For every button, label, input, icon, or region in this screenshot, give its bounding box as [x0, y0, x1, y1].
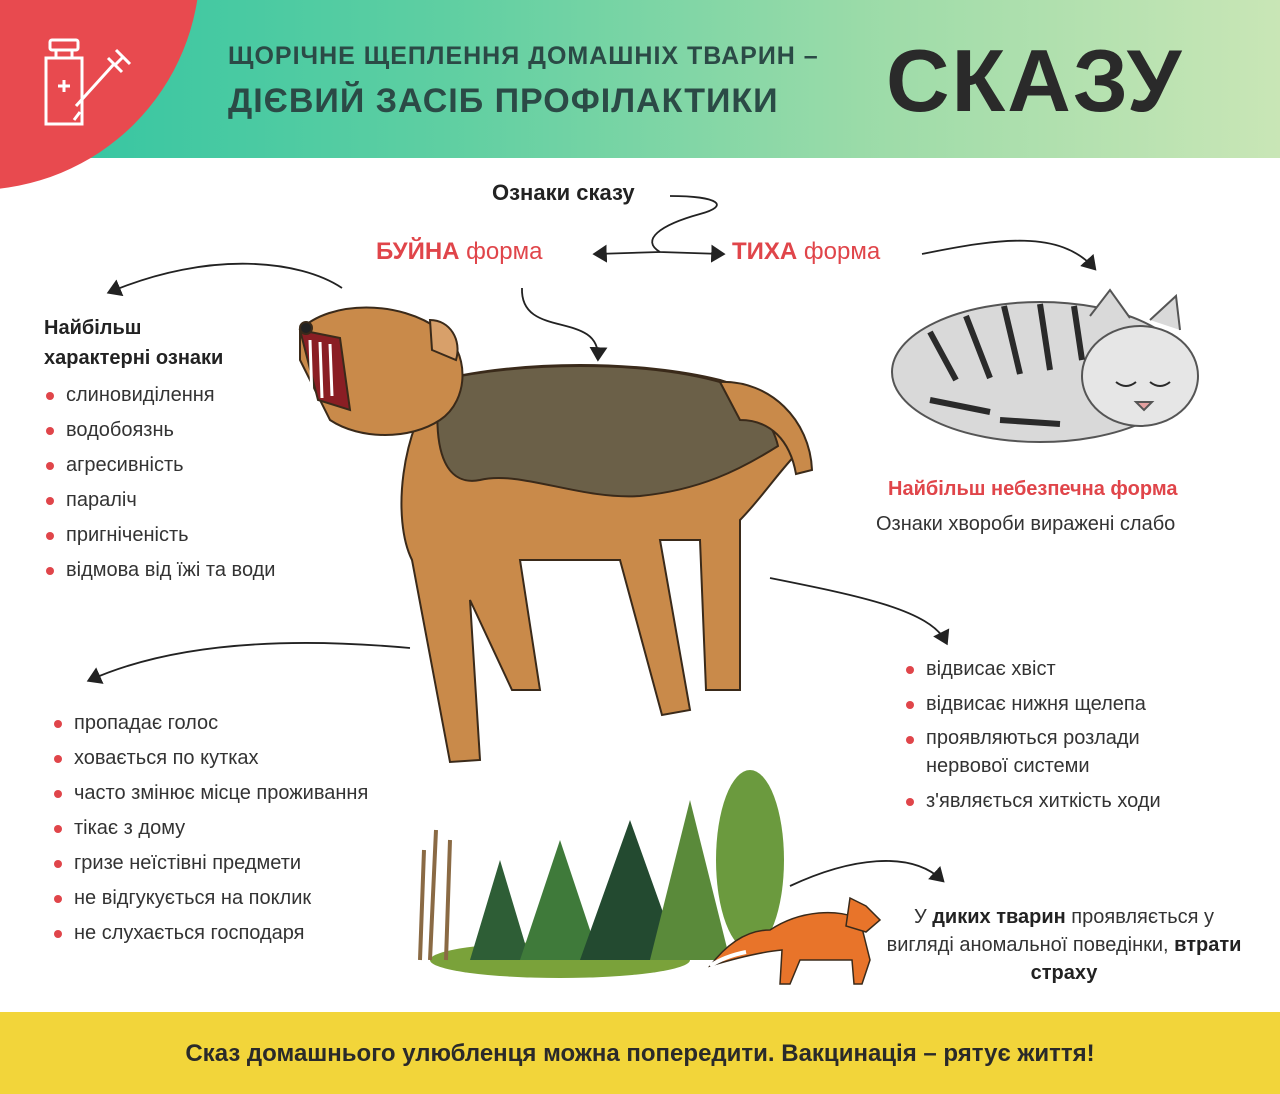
wild-middle: проявляється у вигляді аномальної поведінки, [886, 906, 1215, 956]
wild-bold-fear: втрати страху [1030, 934, 1242, 984]
quiet-form-rest: форма [797, 238, 881, 265]
list-item: параліч [44, 485, 275, 520]
characteristic-heading [44, 313, 223, 373]
list-item: тікає з дому [52, 813, 368, 848]
title-line-1: ЩОРІЧНЕ ЩЕПЛЕННЯ ДОМАШНІХ ТВАРИН – [228, 42, 819, 70]
violent-form-rest: форма [459, 238, 543, 265]
list-item: агресивність [44, 450, 275, 485]
list-item: не відгукується на поклик [52, 883, 368, 918]
signs-label: Ознаки сказу [492, 180, 635, 205]
title-rabies: СКАЗУ [886, 31, 1184, 130]
quiet-form-label [732, 238, 880, 266]
wild-prefix: У [913, 906, 933, 928]
list-item: відвисає хвіст [904, 654, 1204, 689]
list-item: гризе неїстівні предмети [52, 848, 368, 883]
violent-form-list [52, 708, 368, 953]
list-item: відвисає нижня щелепа [904, 689, 1204, 724]
list-item: водобоязнь [44, 415, 275, 450]
list-item: пропадає голос [52, 708, 368, 743]
arrow-to-violent [596, 252, 660, 254]
violent-form-label [376, 238, 542, 266]
most-dangerous-label: Найбільш небезпечна форма [888, 478, 1178, 500]
list-item: проявляються розлади нервової системи [904, 724, 1204, 786]
arrow-to-cat [922, 241, 1094, 268]
list-item: пригніченість [44, 520, 275, 555]
list-item: слиновиділення [44, 380, 275, 415]
arrow-to-wild-text [790, 861, 942, 886]
footer-text: Сказ домашнього улюбленця можна попередити. Вакцинація – рятує життя! [185, 1040, 1095, 1067]
list-item: відмова від їжі та води [44, 555, 275, 590]
list-item: ховається по кутках [52, 743, 368, 778]
violent-form-accent: БУЙНА [376, 238, 460, 265]
quiet-form-accent: ТИХА [732, 238, 798, 265]
characteristic-list [44, 380, 275, 590]
arrow-to-violent-list [90, 643, 410, 680]
title-line-2: ДІЄВИЙ ЗАСІБ ПРОФІЛАКТИКИ [228, 82, 779, 120]
list-item: не слухається господаря [52, 918, 368, 953]
arrow-to-quiet-list [770, 578, 946, 642]
arrow-to-dog [522, 288, 598, 358]
characteristic-heading-line-2: характерні ознаки [44, 347, 224, 369]
wild-bold-animals: диких тварин [932, 906, 1066, 928]
list-item: з'являється хиткість ходи [904, 786, 1204, 821]
characteristic-heading-line-1: Найбільш [44, 317, 142, 339]
dog-illustration [300, 308, 812, 763]
arrow-signs-split [652, 196, 722, 254]
list-item: часто змінює місце проживання [52, 778, 368, 813]
cat-illustration [892, 290, 1198, 442]
quiet-form-list [904, 654, 1204, 821]
arrow-to-characteristic [110, 264, 342, 292]
weak-signs-label: Ознаки хвороби виражені слабо [876, 513, 1176, 535]
wild-animals-note [884, 903, 1244, 987]
